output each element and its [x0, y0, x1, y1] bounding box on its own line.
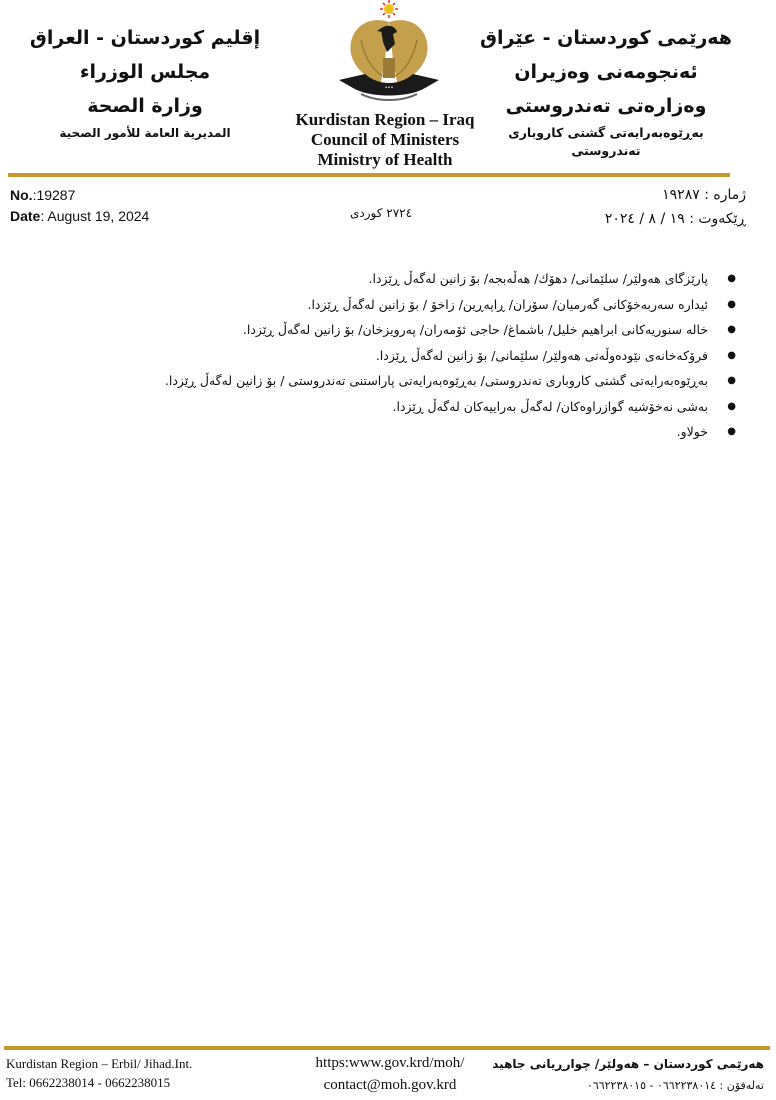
- footer-address-kurdish: هەرێمی کوردستان – هەولێر/ چوارڕیانی جاهید: [492, 1057, 764, 1071]
- recipient-text: فرۆکەخانەی نێودەوڵەتی هەولێر/ سلێمانی/ بۆ زانین لەگەڵ ڕێزدا.: [375, 347, 708, 363]
- date-kurdish: ڕێکەوت : ١٩ / ٨ / ٢٠٢٤: [604, 211, 746, 227]
- krg-emblem-icon: [325, 0, 455, 110]
- english-council-title: Council of Ministers: [310, 130, 460, 149]
- english-region-title: Kurdistan Region – Iraq: [295, 110, 475, 129]
- header-english: [280, 110, 490, 170]
- bullet-icon: ●: [727, 349, 736, 361]
- footer-web-contact: [300, 1052, 480, 1096]
- arabic-directorate-title: المديرية العامة للأمور الصحية: [59, 126, 231, 140]
- footer-kurdish-contact: [492, 1054, 764, 1096]
- number-value: :19287: [32, 187, 76, 203]
- date-value: : August 19, 2024: [40, 208, 150, 224]
- recipient-text: ئیدارە سەربەخۆکانی گەرمیان/ سۆران/ ڕاپەڕین/ زاخۆ / بۆ زانین لەگەڵ ڕێزدا.: [307, 296, 708, 312]
- bullet-icon: ●: [727, 273, 736, 284]
- kurdish-council-title: ئەنجومەنی وەزیران: [514, 61, 698, 83]
- recipient-text: بەشی نەخۆشیە گوازراوەکان/ لەگەڵ بەراییەکان لەگەڵ ڕێزدا.: [392, 398, 708, 414]
- bullet-icon: ●: [727, 324, 736, 335]
- recipients-list: [116, 266, 736, 445]
- number-kurdish: ژمارە : ١٩٢٨٧: [662, 187, 746, 203]
- header-divider: [8, 173, 730, 177]
- footer-english-contact: [6, 1054, 192, 1092]
- list-item: [116, 317, 736, 343]
- arabic-region-title: إقليم كوردستان - العراق: [29, 27, 261, 49]
- footer-email-link[interactable]: contact@moh.gov.krd: [323, 1077, 457, 1093]
- footer-website-link[interactable]: https:www.gov.krd/moh/: [315, 1055, 465, 1071]
- kurdish-directorate-title: بەڕێوەبەرایەتی گشتی کاروباری تەندروستی: [508, 125, 704, 158]
- footer-phone-english: Tel: 0662238014 - 0662238015: [6, 1075, 171, 1090]
- list-item: [116, 343, 736, 369]
- footer-address-english: Kurdistan Region – Erbil/ Jihad.Int.: [6, 1056, 193, 1071]
- header-kurdish: [476, 24, 736, 160]
- list-item: [116, 368, 736, 394]
- date-label: Date: [10, 208, 41, 224]
- header-arabic: [20, 24, 270, 142]
- kurdish-ministry-title: وەزارەتی تەندروستی: [505, 95, 707, 117]
- english-ministry-title: Ministry of Health: [317, 150, 453, 169]
- document-date: [10, 206, 149, 227]
- document-number: [10, 185, 149, 206]
- kurdish-region-title: هەرێمی کوردستان - عێراق: [480, 27, 732, 49]
- list-item: [116, 266, 736, 292]
- document-meta-kurdish: [605, 183, 746, 231]
- kurdish-year: ٢٧٢٤ کوردی: [350, 206, 413, 220]
- footer-divider: [4, 1046, 770, 1050]
- recipient-text: خالە سنوریەکانی ابراهیم خلیل/ باشماغ/ حاجی ئۆمەران/ پەرویزخان/ بۆ زانین لەگەڵ ڕێزدا.: [242, 322, 708, 337]
- list-item: [116, 394, 736, 420]
- list-item: [116, 292, 736, 318]
- recipient-text: پارێزگای هەولێر/ سلێمانی/ دهۆك/ هەڵەبجە/ بۆ زانین لەگەڵ ڕێزدا.: [368, 271, 708, 286]
- document-meta-english: [10, 185, 149, 227]
- bullet-icon: ●: [727, 400, 736, 412]
- number-label: No.: [10, 187, 33, 203]
- arabic-council-title: مجلس الوزراء: [79, 61, 211, 83]
- bullet-icon: ●: [727, 375, 736, 386]
- recipient-text: خولاو.: [676, 424, 708, 439]
- recipient-text: بەڕێوەبەرایەتی گشتی کاروباری تەندروستی/ بەڕێوەبەرایەتی پاراستنی تەندروستی / بۆ زانین لەگەڵ ڕێزدا.: [164, 373, 708, 388]
- bullet-icon: ●: [727, 298, 736, 310]
- svg-text:•••: •••: [384, 85, 394, 91]
- footer-phone-kurdish: تەلەفۆن : ٠٦٦٢٢٣٨٠١٤ - ٠٦٦٢٢٣٨٠١٥: [586, 1079, 764, 1092]
- list-item: [116, 419, 736, 445]
- bullet-icon: ●: [727, 426, 736, 437]
- arabic-ministry-title: وزارة الصحة: [87, 95, 203, 117]
